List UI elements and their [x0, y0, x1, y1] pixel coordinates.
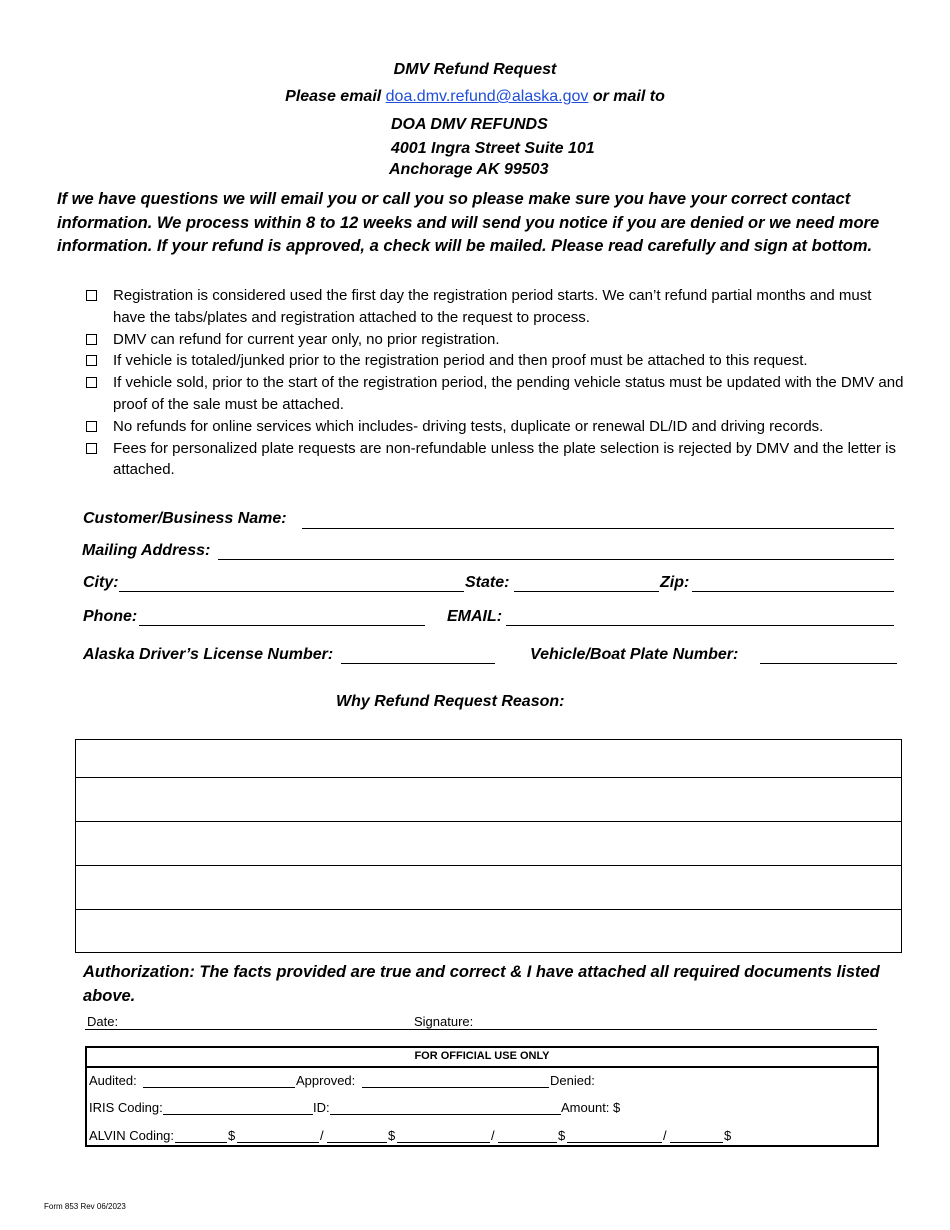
reason-row-divider [76, 909, 901, 910]
alvin-dollar-4: $ [724, 1128, 732, 1143]
reason-table[interactable] [75, 739, 902, 953]
date-field[interactable] [85, 1029, 410, 1030]
audited-field[interactable] [143, 1087, 295, 1088]
state-field[interactable] [514, 591, 659, 592]
zip-label: Zip: [660, 574, 690, 591]
date-label: Date: [87, 1014, 119, 1029]
condition-text: Fees for personalized plate requests are non-refundable unless the plate selection is rejected by DMV and the letter is attached. [113, 439, 896, 479]
condition-item [86, 372, 906, 416]
condition-checkbox[interactable] [86, 421, 97, 432]
approved-label: Approved: [296, 1073, 356, 1088]
city-label: City: [83, 574, 119, 591]
condition-text: No refunds for online services which includes- driving tests, duplicate or renewal DL/ID and driving records. [113, 417, 824, 435]
amount-label: Amount: $ [561, 1100, 621, 1115]
reason-row-divider [76, 865, 901, 866]
phone-label: Phone: [83, 608, 138, 625]
mailing-address-field[interactable] [218, 559, 894, 560]
condition-checkbox[interactable] [86, 334, 97, 345]
phone-field[interactable] [139, 625, 425, 626]
alvin-amount-3[interactable] [567, 1142, 662, 1143]
address-line-3: Anchorage AK 99503 [389, 161, 549, 178]
email-field[interactable] [506, 625, 894, 626]
id-field[interactable] [330, 1114, 561, 1115]
dl-number-field[interactable] [341, 663, 495, 664]
alvin-field-4[interactable] [670, 1142, 723, 1143]
condition-text: If vehicle sold, prior to the start of the registration period, the pending vehicle status must be updated with the DMV and proof of the sale must be attached. [113, 374, 904, 413]
form-title: DMV Refund Request [393, 61, 557, 78]
approved-field[interactable] [362, 1087, 549, 1088]
plate-number-field[interactable] [760, 663, 897, 664]
condition-checkbox[interactable] [86, 355, 97, 366]
address-line-1: DOA DMV REFUNDS [391, 116, 548, 133]
state-label: State: [465, 574, 510, 591]
intro-text: If we have questions we will email you or call you so please make sure you have your correct contact information. We process within 8 to 12 weeks and will send you notice if you are denied or we need more information. If your refund is approved, a check will be mailed. Please read carefully and sign at bottom. [57, 190, 880, 256]
dl-number-label: Alaska Driver’s License Number: [83, 646, 334, 663]
address-line-2: 4001 Ingra Street Suite 101 [391, 140, 595, 157]
authorization-text: Authorization: The facts provided are true and correct & I have attached all required documents listed above. [83, 963, 880, 1005]
denied-label: Denied: [550, 1073, 595, 1088]
alvin-coding-label: ALVIN Coding: [89, 1128, 175, 1143]
alvin-amount-2[interactable] [397, 1142, 490, 1143]
alvin-dollar-2: $ [388, 1128, 396, 1143]
condition-checkbox[interactable] [86, 443, 97, 454]
email-suffix: or mail to [588, 88, 665, 105]
refund-email-link[interactable]: doa.dmv.refund@alaska.gov [385, 88, 589, 105]
mailing-address-label: Mailing Address: [82, 542, 211, 559]
condition-checkbox[interactable] [86, 377, 97, 388]
email-label: EMAIL: [447, 608, 503, 625]
condition-item [86, 285, 906, 329]
alvin-slash-1: / [320, 1128, 324, 1143]
condition-text: Registration is considered used the first day the registration period starts. We can’t refund partial months and must have the tabs/plates and registration attached to the request to process. [113, 287, 872, 326]
iris-coding-field[interactable] [163, 1114, 313, 1115]
reason-heading: Why Refund Request Reason: [336, 693, 565, 710]
alvin-field-1[interactable] [175, 1142, 227, 1143]
condition-checkbox[interactable] [86, 290, 97, 301]
condition-item [86, 329, 906, 351]
id-label: ID: [313, 1100, 330, 1115]
zip-field[interactable] [692, 591, 894, 592]
signature-label: Signature: [414, 1014, 474, 1029]
customer-name-field[interactable] [302, 528, 894, 529]
email-prefix: Please email [285, 88, 386, 105]
condition-item [86, 350, 906, 372]
customer-name-label: Customer/Business Name: [83, 510, 287, 527]
reason-row-divider [76, 777, 901, 778]
official-use-box [85, 1046, 879, 1147]
official-use-title: FOR OFFICIAL USE ONLY [87, 1048, 877, 1068]
plate-number-label: Vehicle/Boat Plate Number: [530, 646, 739, 663]
audited-label: Audited: [89, 1073, 137, 1088]
alvin-slash-2: / [491, 1128, 495, 1143]
condition-text: DMV can refund for current year only, no prior registration. [113, 330, 500, 348]
condition-item [86, 438, 906, 482]
alvin-field-2[interactable] [327, 1142, 387, 1143]
alvin-slash-3: / [663, 1128, 667, 1143]
city-field[interactable] [119, 591, 464, 592]
alvin-field-3[interactable] [498, 1142, 557, 1143]
reason-row-divider [76, 821, 901, 822]
signature-field[interactable] [410, 1029, 877, 1030]
condition-item [86, 416, 906, 438]
form-revision: Form 853 Rev 06/2023 [44, 1202, 126, 1211]
conditions-list [86, 285, 906, 481]
iris-coding-label: IRIS Coding: [89, 1100, 163, 1115]
alvin-dollar-1: $ [228, 1128, 236, 1143]
alvin-dollar-3: $ [558, 1128, 566, 1143]
condition-text: If vehicle is totaled/junked prior to the registration period and then proof must be attached to this request. [113, 352, 808, 370]
email-instruction [0, 88, 950, 106]
alvin-amount-1[interactable] [237, 1142, 319, 1143]
